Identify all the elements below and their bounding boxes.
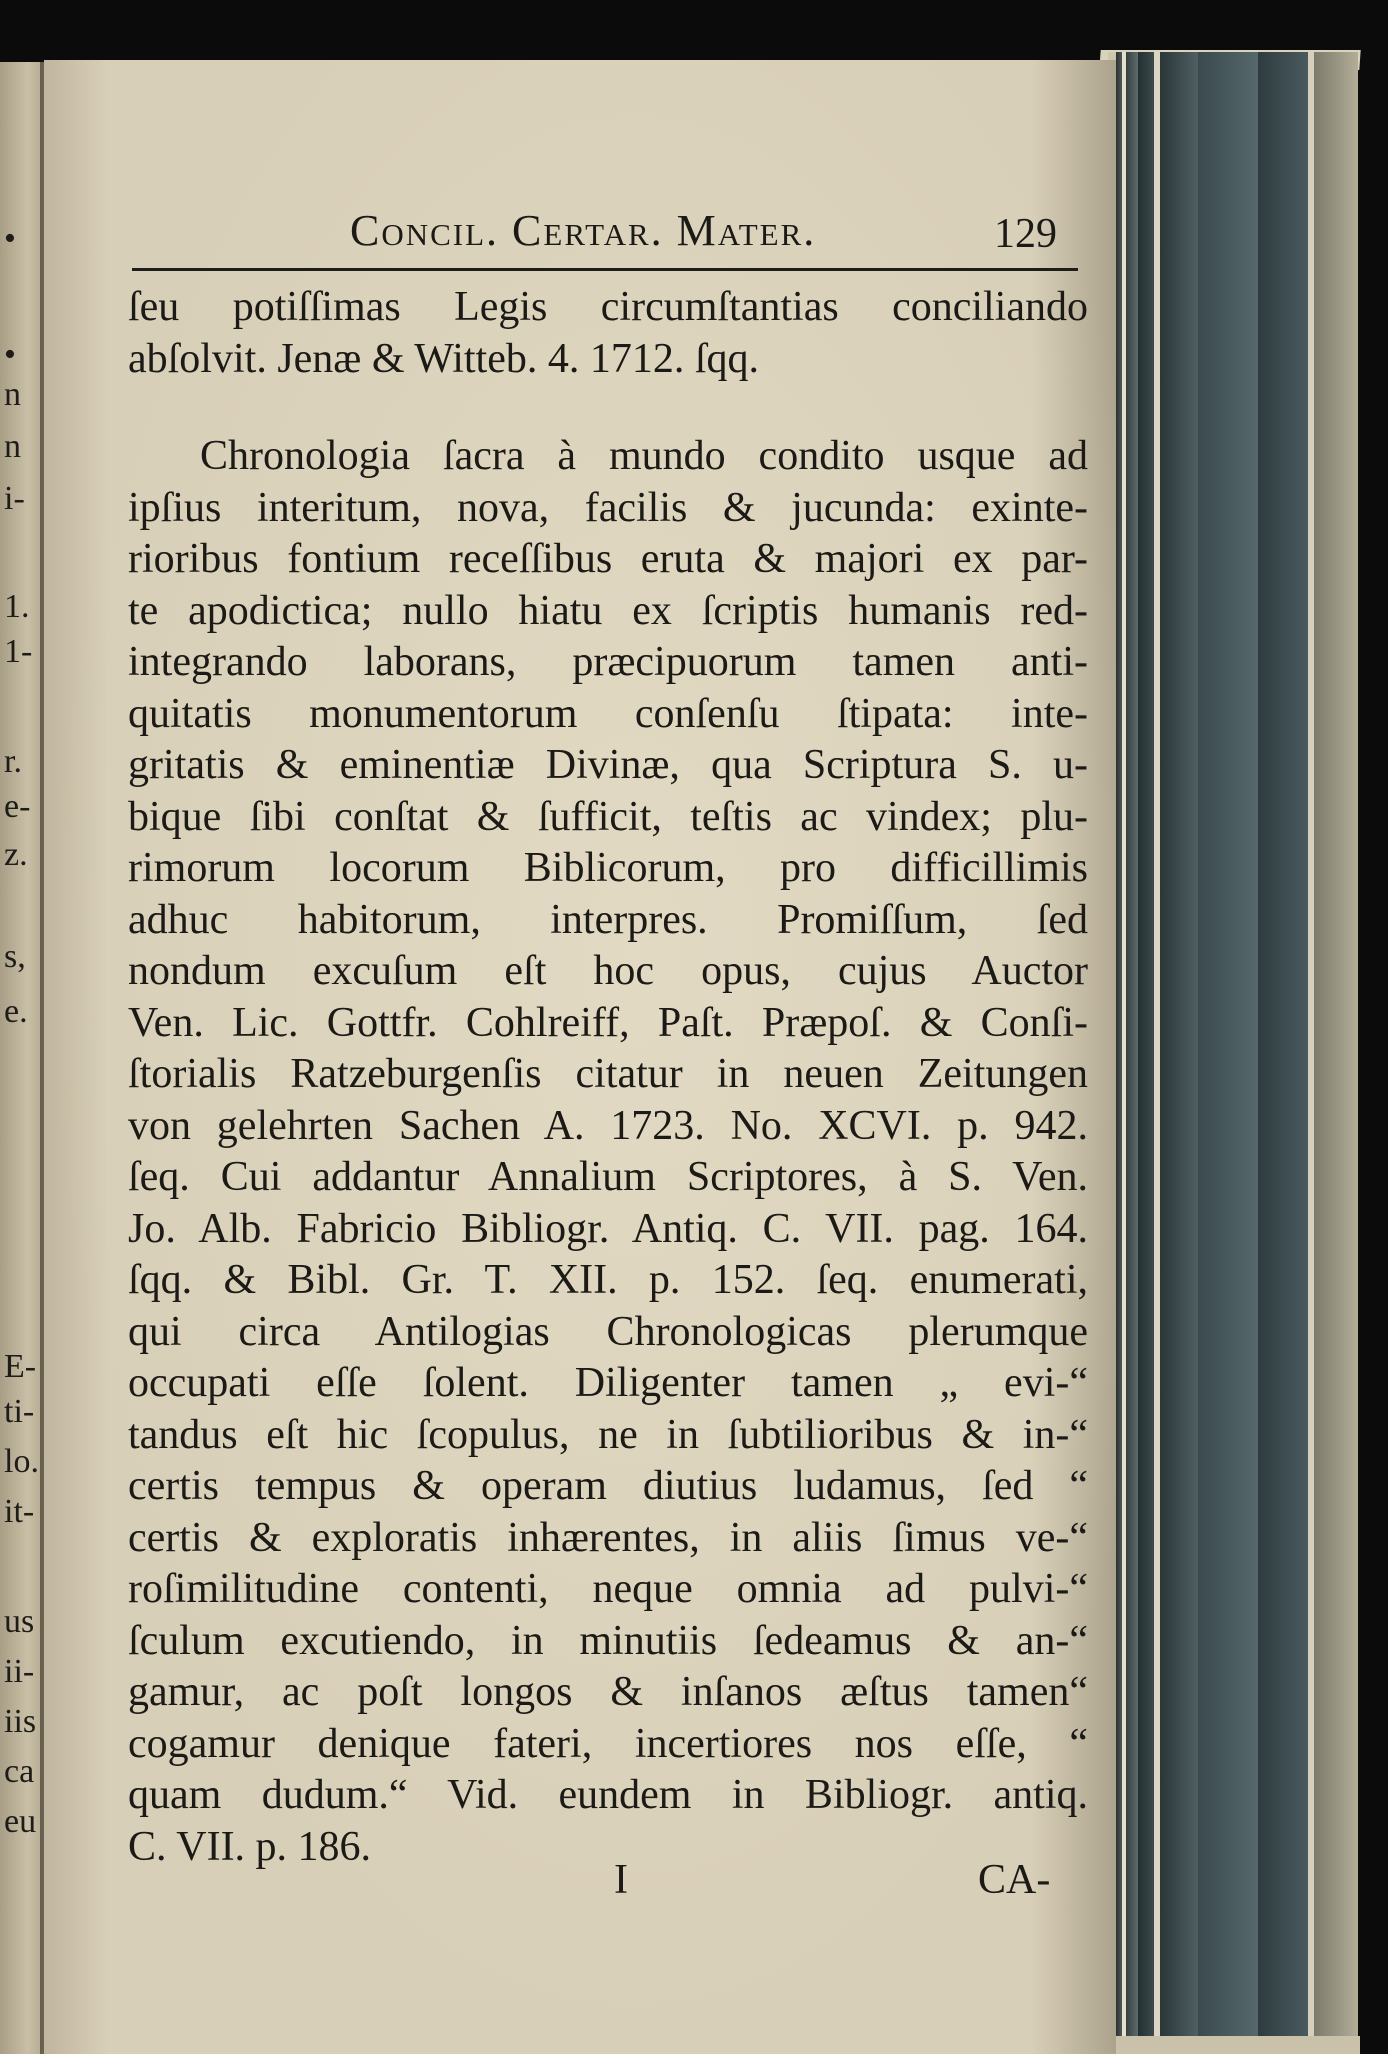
text-line: quitatis monumentorum conſenſu ſtipata: inte- (128, 690, 1088, 737)
text-line: certis & exploratis inhærentes, in aliis ſimus ve-“ (128, 1514, 1088, 1561)
text-line: integrando laborans, præcipuorum tamen anti- (128, 639, 1088, 685)
left-page-text-fragment: n (4, 428, 21, 465)
left-page-text-fragment: ca (4, 1753, 35, 1790)
body-paragraph (128, 431, 1088, 1873)
text-line: nondum excuſum eſt hoc opus, cujus Auctor (128, 948, 1088, 994)
text-line: te apodictica; nullo hiatu ex ſcriptis humanis red- (128, 587, 1088, 634)
text-line: qui circa Antilogias Chronologicas plerumque (128, 1308, 1088, 1355)
text-line: gamur, ac poſt longos & inſanos æſtus tamen“ (128, 1669, 1088, 1715)
left-page-text-fragment: n (4, 376, 21, 413)
left-page-text-fragment: ti- (4, 1393, 35, 1430)
running-head-title: Concil. Certar. Mater. (350, 206, 817, 255)
left-page-text-fragment: s, (4, 938, 26, 975)
text-line: adhuc habitorum, interpres. Promiſſum, ſed (128, 896, 1088, 943)
page-edges-bottom (1100, 2036, 1360, 2054)
right-page (44, 60, 1116, 2054)
left-page-text-fragment: 1- (4, 633, 33, 670)
text-line: tandus eſt hic ſcopulus, ne in ſubtilioribus & in-“ (128, 1411, 1088, 1458)
text-line: rioribus fontium receſſibus eruta & majori ex par- (128, 536, 1088, 582)
left-page-text-fragment: z. (4, 836, 28, 873)
text-line: ſculum excutiendo, in minutiis ſedeamus & an-“ (128, 1617, 1088, 1664)
signature-mark: I (614, 1857, 628, 1903)
text-line: certis tempus & operam diutius ludamus, ſed “ (128, 1463, 1088, 1509)
header-rule (132, 268, 1078, 271)
left-page-text-fragment: us (4, 1603, 35, 1640)
text-line: occupati eſſe ſolent. Diligenter tamen „ evi-“ (128, 1360, 1088, 1406)
left-page-text-fragment: iis (4, 1703, 37, 1740)
text-line: rimorum locorum Biblicorum, pro difficillimis (128, 845, 1088, 891)
page-number: 129 (994, 211, 1057, 257)
text-line: abſolvit. Jenæ & Witteb. 4. 1712. ſqq. (128, 335, 760, 382)
left-page-text-fragment: ii- (4, 1653, 35, 1690)
text-line: roſimilitudine contenti, neque omnia ad pulvi-“ (128, 1566, 1088, 1612)
catchword: CA- (978, 1857, 1051, 1903)
left-page-text-fragment: i- (4, 480, 25, 517)
left-page-text-fragment: • (4, 336, 16, 373)
left-page-text-fragment: 1. (4, 588, 30, 625)
left-page-text-fragment: • (4, 220, 16, 257)
text-line: Ven. Lic. Gottfr. Cohlreiff, Paſt. Præpoſ. & Conſi- (128, 999, 1088, 1046)
text-line: ſeq. Cui addantur Annalium Scriptores, à S. Ven. (128, 1154, 1088, 1200)
text-line: C. VII. p. 186. (128, 1823, 372, 1870)
text-line: cogamur denique fateri, incertiores nos eſſe, “ (128, 1720, 1088, 1767)
intro-paragraph (128, 282, 1088, 385)
text-line: von gelehrten Sachen A. 1723. No. XCVI. p. 942. (128, 1102, 1088, 1149)
left-page-text-fragment: e- (4, 788, 31, 825)
text-line: ſqq. & Bibl. Gr. T. XII. p. 152. ſeq. enumerati, (128, 1257, 1088, 1303)
text-line: ſtorialis Ratzeburgenſis citatur in neuen Zeitungen (128, 1051, 1088, 1097)
text-line: bique ſibi conſtat & ſufficit, teſtis ac vindex; plu- (128, 793, 1088, 840)
left-page-text-fragment: e. (4, 993, 28, 1030)
text-line: gritatis & eminentiæ Divinæ, qua Scriptura S. u- (128, 742, 1088, 788)
text-line: ſeu potiſſimas Legis circumſtantias conciliando (128, 284, 1088, 330)
text-line: Chronologia ſacra à mundo condito usque ad (200, 433, 1088, 479)
left-page-text-fragment: it- (4, 1493, 35, 1530)
left-page-text-fragment: lo. (4, 1443, 39, 1480)
text-line: Jo. Alb. Fabricio Bibliogr. Antiq. C. VII. pag. 164. (128, 1205, 1088, 1252)
text-line: ipſius interitum, nova, facilis & jucunda: exinte- (128, 484, 1088, 531)
left-page-text-fragment: r. (4, 743, 22, 780)
page-edges (1108, 52, 1358, 2042)
text-line: quam dudum.“ Vid. eundem in Bibliogr. antiq. (128, 1772, 1088, 1818)
left-page-text-fragment: E- (4, 1348, 37, 1385)
left-page-text-fragment: eu (4, 1803, 37, 1840)
